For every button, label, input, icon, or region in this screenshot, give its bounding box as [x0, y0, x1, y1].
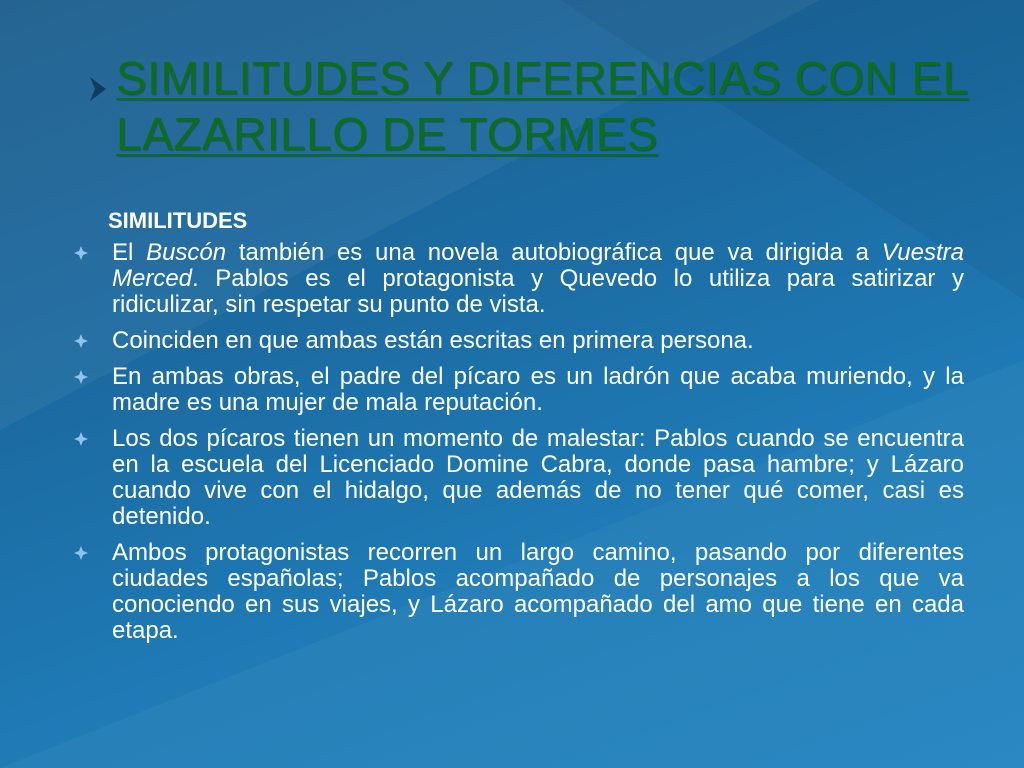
diamond-bullet-icon: [74, 334, 88, 348]
item-text: En ambas obras, el padre del pícaro es un ladrón que acaba muriendo, y la madre es una mujer de mala reputación.: [112, 363, 964, 416]
list-item: [72, 540, 964, 644]
item-text: también es una novela autobiográfica que va dirigida a: [226, 239, 882, 266]
diamond-bullet-icon: [74, 370, 88, 384]
item-text: Ambos protagonistas recorren un largo camino, pasando por diferentes ciudades españolas; Pablos acompañado de personajes a los que va conociendo en sus viajes, y Lázaro acompañado del amo que tiene en cada etapa.: [112, 539, 964, 644]
slide-title: SIMILITUDES Y DIFERENCIAS CON EL LAZARILLO DE TORMES: [116, 52, 969, 160]
content-area: [72, 208, 964, 654]
diamond-bullet-icon: [74, 546, 88, 560]
section-heading: SIMILITUDES: [108, 208, 248, 233]
chevron-right-icon: [84, 74, 114, 104]
bullet-list: [72, 240, 964, 644]
book-title-buscon: Buscón: [146, 239, 227, 266]
item-text: Los dos pícaros tienen un momento de malestar: Pablos cuando se encuentra en la escuela del Licenciado Domine Cabra, donde pasa hambre; y Lázaro cuando vive con el hidalgo, que además de no tener qué comer, casi es detenido.: [112, 425, 964, 530]
item-text: Coinciden en que ambas están escritas en primera persona.: [112, 327, 754, 354]
list-item: [72, 364, 964, 416]
diamond-bullet-icon: [74, 246, 88, 260]
item-text: . Pablos es el protagonista y Quevedo lo utiliza para satirizar y ridiculizar, sin respetar su punto de vista.: [112, 265, 964, 318]
diamond-bullet-icon: [74, 432, 88, 446]
list-item: [72, 240, 964, 318]
list-item: [72, 328, 964, 354]
phrase-vuestra-merced: Vuestra Merced: [112, 239, 964, 292]
item-text: El: [112, 239, 147, 266]
list-item: [72, 426, 964, 530]
